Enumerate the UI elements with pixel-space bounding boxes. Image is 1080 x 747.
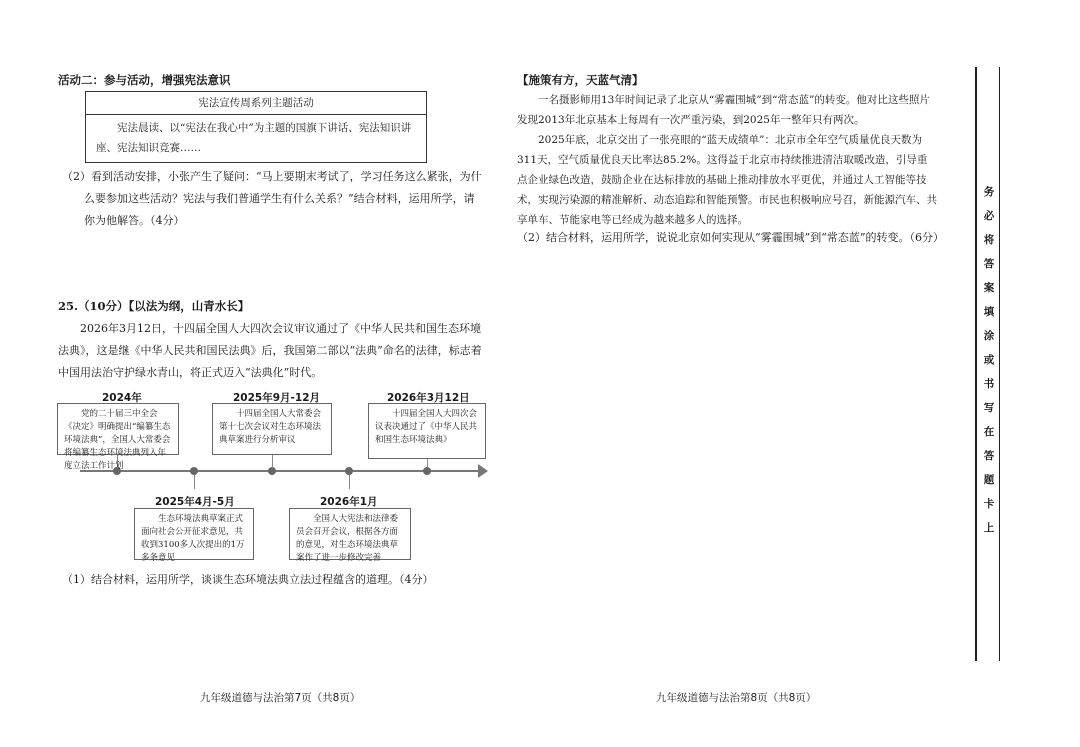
page-footer-left: 九年级道德与法治第7页（共8页） — [200, 692, 361, 704]
timeline-connector — [194, 475, 195, 489]
page-footer-right: 九年级道德与法治第8页（共8页） — [656, 692, 817, 704]
activity-box — [85, 91, 427, 163]
timeline-box-2026-mar: 十四届全国人大四次会议表决通过了《中华人民共和国生态环境法典》 — [368, 403, 486, 459]
question-2-left — [62, 166, 482, 232]
timeline-dot — [345, 467, 353, 475]
section-heading-right: 【施策有方，天蓝气清】 — [517, 73, 644, 87]
timeline-date-2025-apr: 2025年4月-5月 — [155, 496, 235, 508]
timeline-date-2026-mar: 2026年3月12日 — [387, 392, 470, 404]
question-1: （1）结合材料，运用所学，谈谈生态环境法典立法过程蕴含的道理。（4分） — [62, 573, 434, 586]
question-2-line1: （2）看到活动安排，小张产生了疑问：“马上要期末考试了，学习任务这么紧张，为什 — [62, 170, 482, 183]
timeline-arrow-icon — [478, 464, 488, 478]
question-2-right: （2）结合材料，运用所学，说说北京如何实现从“雾霾围城”到“常态蓝”的转变。（6分） — [517, 231, 944, 244]
timeline-connector — [349, 475, 350, 489]
timeline-dot — [423, 467, 431, 475]
timeline-box-2025-sep: 十四届全国人大常委会第十七次会议对生态环境法典草案进行分析审议 — [212, 403, 332, 455]
answer-sheet-notice: 务必将答案填涂或书写在答题卡上 — [983, 186, 995, 534]
timeline-connector — [427, 458, 428, 468]
question-25-paragraph: 2026年3月12日，十四届全国人大四次会议审议通过了《中华人民共和国生态环境法典》，这是继《中华人民共和国民法典》后，我国第二部以“法典”命名的法律，标志着中国用法治守护绿水青山，将正式迈入“法典化”时代。 — [58, 322, 482, 379]
paragraph-right-1: 一名摄影师用13年时间记录了北京从“雾霾围城”到“常态蓝”的转变。他对比这些照片发现2013年北京基本上每周有一次严重污染，到2025年一整年只有两次。 — [517, 94, 930, 126]
question-25-heading: 25.（10分）【以法为纲，山青水长】 — [58, 299, 250, 313]
timeline-date-2024: 2024年 — [102, 392, 142, 404]
timeline-date-2026-jan: 2026年1月 — [320, 496, 378, 508]
activity2-title: 活动二：参与活动，增强宪法意识 — [58, 73, 231, 87]
timeline-box-2026-jan: 全国人大宪法和法律委员会召开会议，根据各方面的意见，对生态环境法典草案作了进一步修改完善 — [289, 508, 411, 560]
timeline-dot — [268, 467, 276, 475]
timeline-axis — [80, 470, 480, 472]
timeline-box-2025-apr: 生态环境法典草案正式面向社会公开征求意见，共收到3100多人次提出的1万多条意见 — [134, 508, 254, 560]
paragraph-right-2: 2025年底，北京交出了一张亮眼的“蓝天成绩单”：北京市全年空气质量优良天数为311天，空气质量优良天比率达85.2%。这得益于北京市持续推进清洁取暖改造，引导重点企业绿色改造，鼓励企业在达标排放的基础上推动排放水平更优，并通过人工智能等技术，实现污染源的精准解析、动态追踪和智能预警。市民也积极响应号召，新能源汽车、共享单车、节能家电等已经成为越来越多人的选择。 — [517, 134, 937, 226]
timeline-dot — [190, 467, 198, 475]
timeline-date-2025-sep: 2025年9月-12月 — [233, 392, 320, 404]
question-2-line2: 么要参加这些活动？宪法与我们普通学生有什么关系？”结合材料，运用所学，请 — [84, 192, 475, 205]
activity-box-body: 宪法晨读、以“宪法在我心中”为主题的国旗下讲话、宪法知识讲座、宪法知识竞赛…… — [96, 122, 412, 154]
question-2-line3: 你为他解答。（4分） — [84, 214, 185, 227]
activity-box-header: 宪法宣传周系列主题活动 — [86, 92, 426, 115]
timeline-connector — [272, 454, 273, 468]
timeline-box-2024: 党的二十届三中全会《决定》明确提出“编纂生态环境法典”，全国人大常委会将编纂生态环境法典列入年度立法工作计划 — [57, 403, 179, 455]
